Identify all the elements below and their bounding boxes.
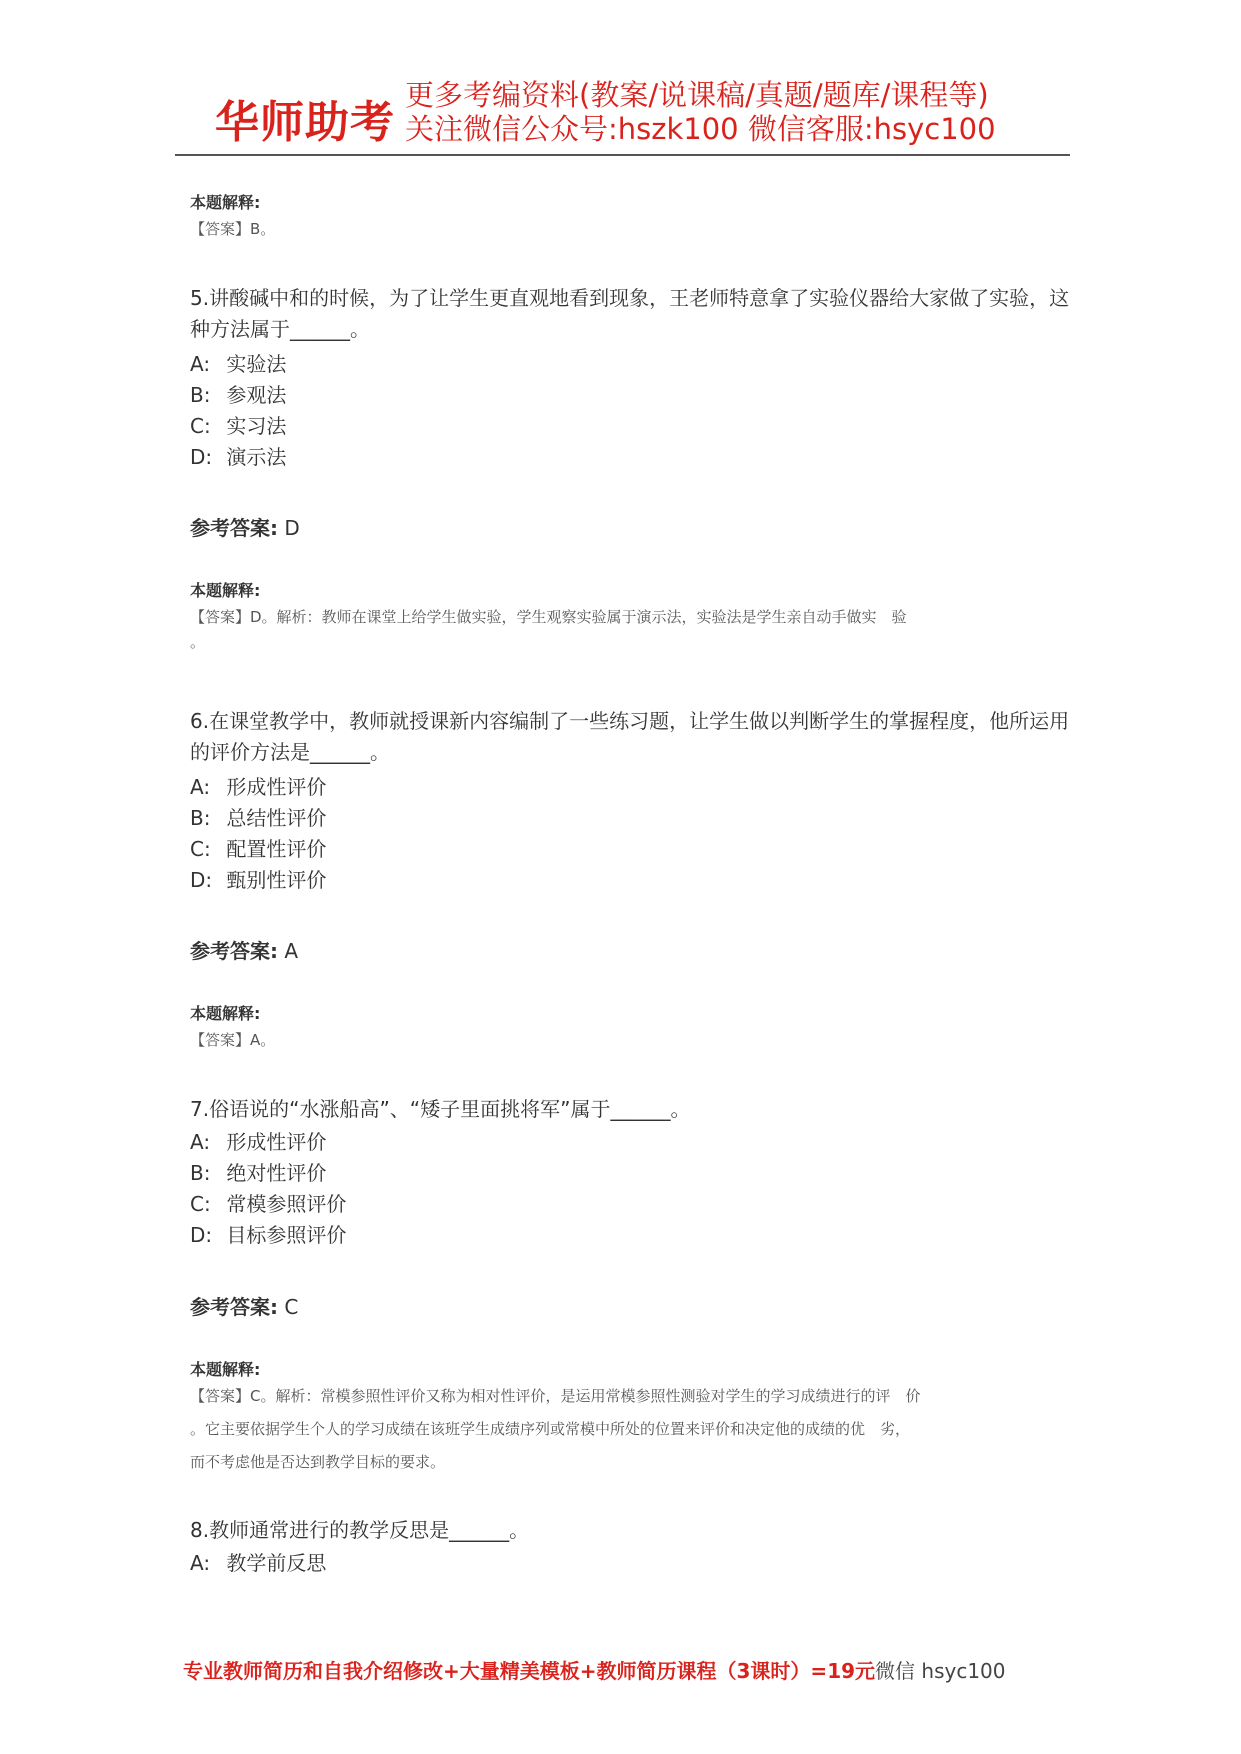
option-d: D: 目标参照评价	[190, 1223, 347, 1247]
explanation-title: 本题解释:	[190, 193, 261, 212]
option-b: B: 总结性评价	[190, 806, 327, 830]
page-header	[175, 70, 1070, 156]
explanation-q6: 本题解释: 【答案】A。	[190, 1004, 276, 1049]
question-text: 6.在课堂教学中，教师就授课新内容编制了一些练习题，让学生做以判断学生的掌握程度，他所运用的评价方法是______。	[190, 709, 1070, 764]
option-c: C: 配置性评价	[190, 837, 327, 861]
answer-q6: 参考答案: A	[190, 939, 299, 963]
brand-logo: 华师助考	[215, 97, 395, 148]
option-c: C: 常模参照评价	[190, 1192, 347, 1216]
question-text: 7.俗语说的“水涨船高”、“矮子里面挑将军”属于______。	[190, 1097, 691, 1121]
question-7	[190, 1094, 1070, 1251]
explanation-q4	[190, 190, 1070, 246]
option-c: C: 实习法	[190, 414, 287, 438]
question-text: 8.教师通常进行的教学反思是______。	[190, 1518, 530, 1542]
option-a: A: 教学前反思	[190, 1551, 327, 1575]
option-a: A: 形成性评价	[190, 775, 327, 799]
wechat-id: 微信 hsyc100	[875, 1659, 1006, 1683]
option-a: A: 形成性评价	[190, 1130, 327, 1154]
option-b: B: 参观法	[190, 383, 287, 407]
option-d: D: 演示法	[190, 445, 287, 469]
promo-text: 专业教师简历和自我介绍修改+大量精美模板+教师简历课程（3课时）=19元	[183, 1659, 876, 1683]
explanation-q7: 本题解释: 【答案】C。解析：常模参照性评价又称为相对性评价，是运用常模参照性测验对学生的学习成绩进行的评 价 。它主要依据学生个人的学习成绩在该班学生成绩序列或常模中所处的位置来评价和决定他的成绩的优 劣， 而不考虑他是否达到教学目标的要求。	[190, 1360, 921, 1471]
explanation-text: 【答案】B。	[190, 220, 276, 238]
tagline-line-1: 更多考编资料(教案/说课稿/真题/题库/课程等)	[405, 78, 989, 112]
question-text: 5.讲酸碱中和的时候，为了让学生更直观地看到现象，王老师特意拿了实验仪器给大家做了实验，这种方法属于______。	[190, 286, 1070, 341]
tagline-line-2: 关注微信公众号:hszk100 微信客服:hsyc100	[405, 112, 996, 146]
option-b: B: 绝对性评价	[190, 1161, 327, 1185]
option-d: D: 甄别性评价	[190, 868, 327, 892]
header-divider	[175, 154, 1070, 156]
question-8	[190, 1515, 1070, 1579]
question-5	[190, 283, 1070, 473]
header-tagline	[405, 78, 996, 146]
option-a: A: 实验法	[190, 352, 287, 376]
explanation-q5: 本题解释: 【答案】D。解析：教师在课堂上给学生做实验，学生观察实验属于演示法，实验法是学生亲自动手做实 验 。	[190, 581, 907, 651]
footer-promo	[183, 1655, 1006, 1684]
question-6	[190, 706, 1070, 896]
answer-q5: 参考答案: D	[190, 516, 300, 540]
answer-q7: 参考答案: C	[190, 1295, 299, 1319]
